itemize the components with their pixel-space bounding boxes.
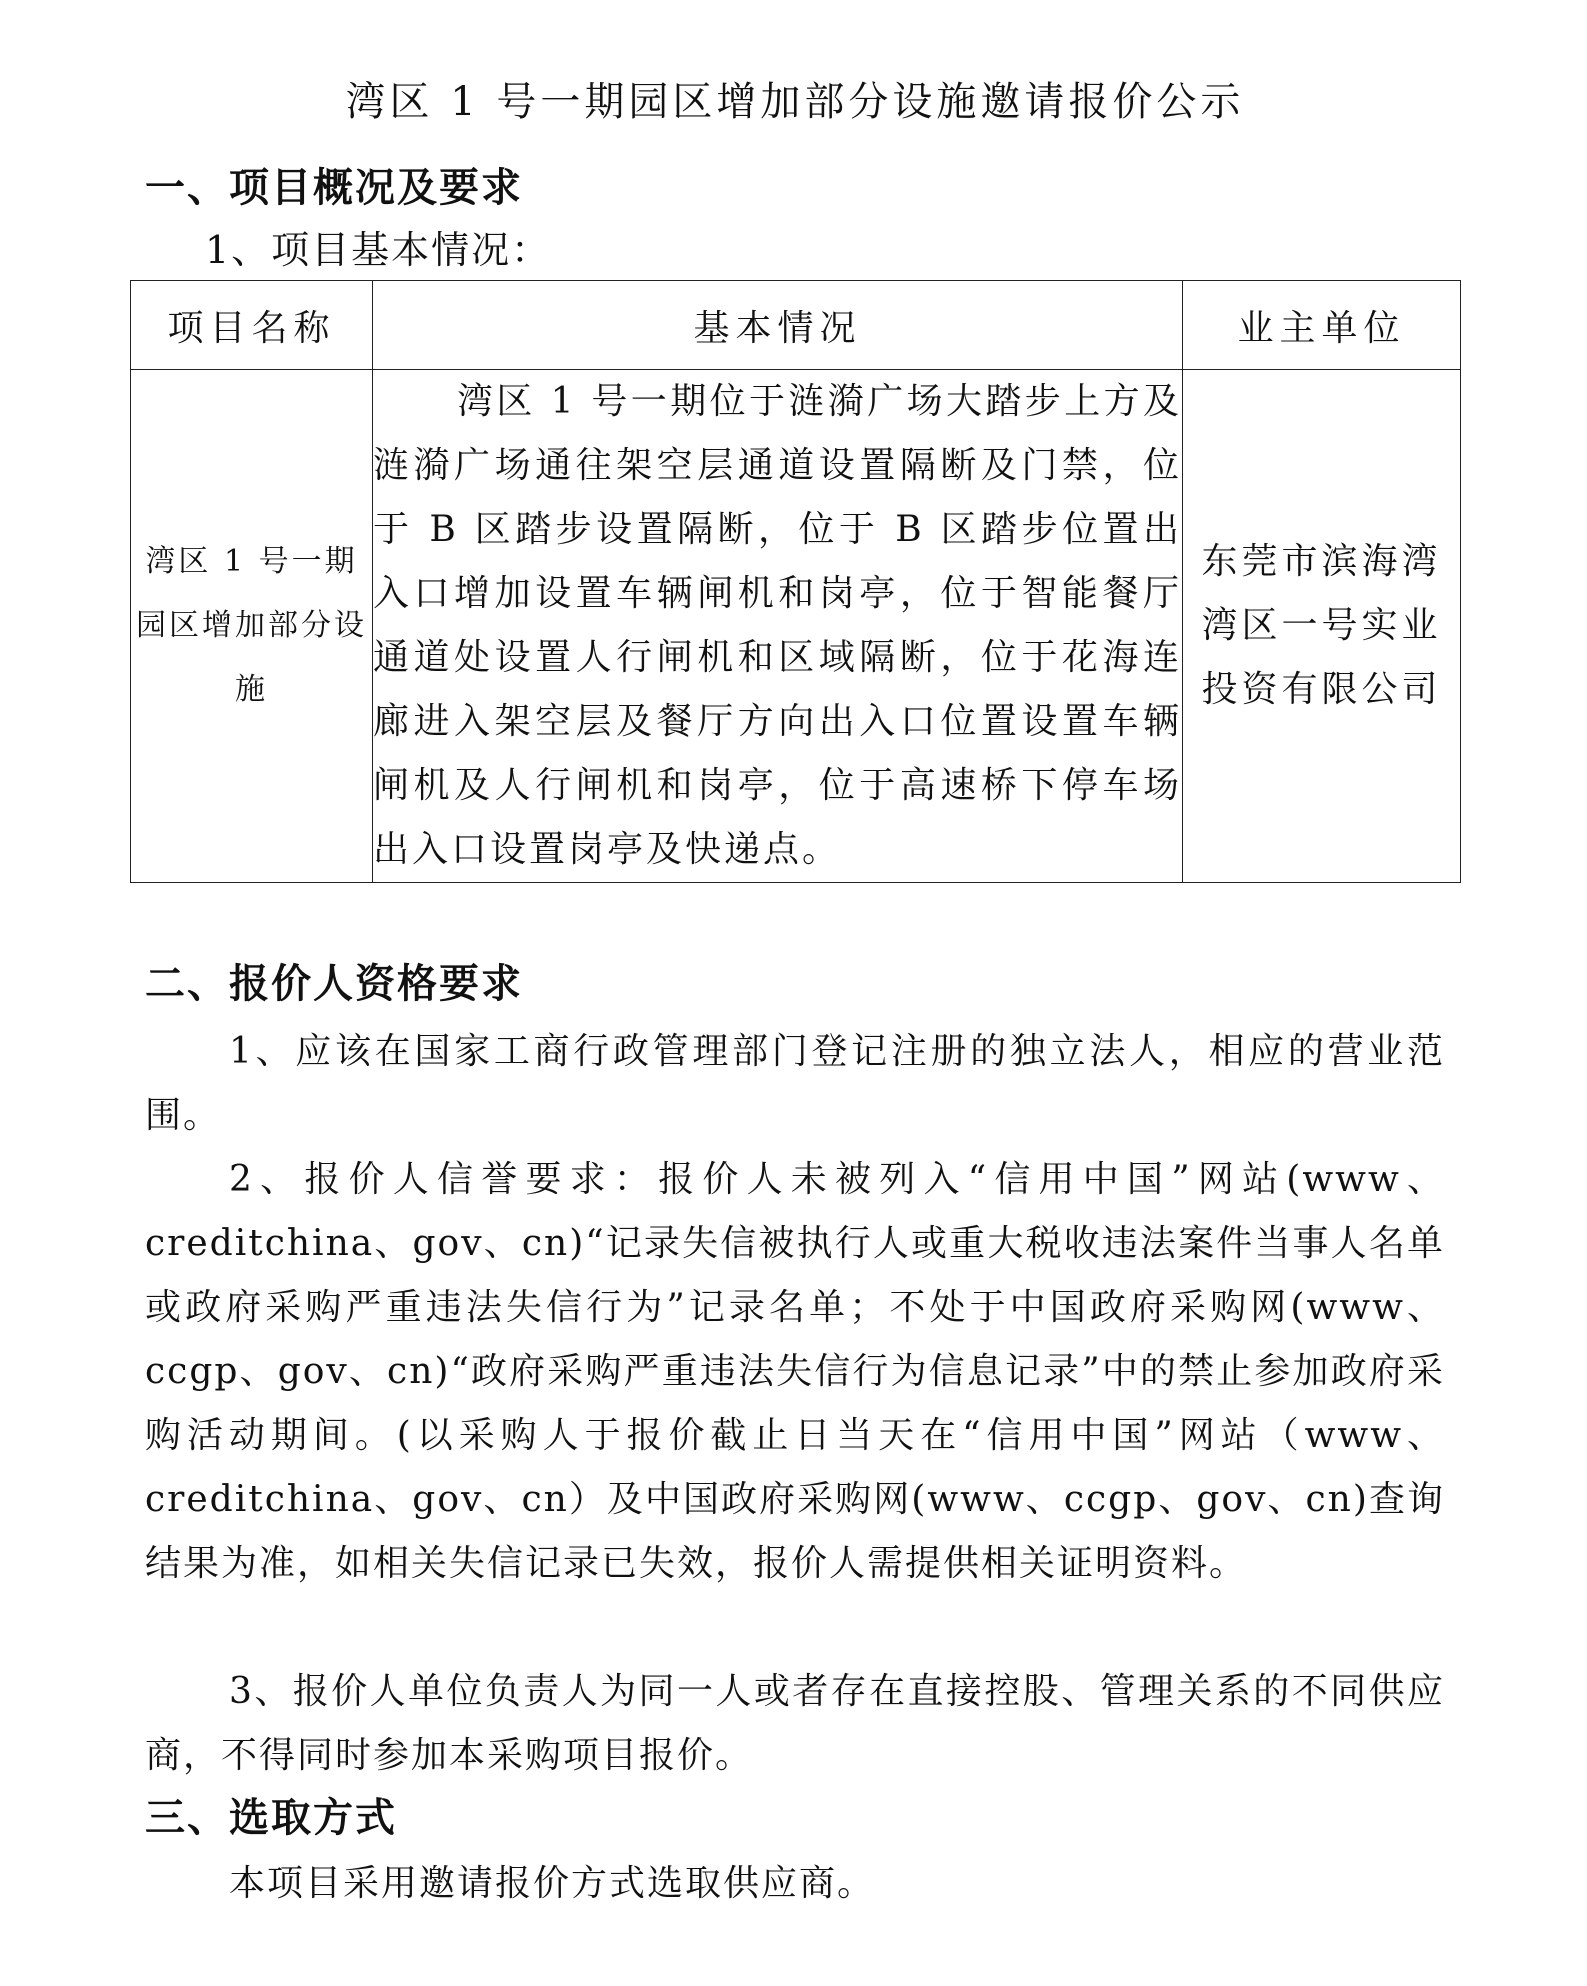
section2-para-2: 2、报价人信誉要求：报价人未被列入“信用中国”网站(www、creditchina、gov、cn)“记录失信被执行人或重大税收违法案件当事人名单或政府采购严重违法失信行为”记录名单；不处于中国政府采购网(www、ccgp、gov、cn)“政府采购严重违法失信行为信息记录”中的禁止参加政府采购活动期间。(以采购人于报价截止日当天在“信用中国”网站（www、creditchina、gov、cn）及中国政府采购网(www、ccgp、gov、cn)查询结果为准，如相关失信记录已失效，报价人需提供相关证明资料。 <box>145 1159 1445 1584</box>
section2-para-3: 3、报价人单位负责人为同一人或者存在直接控股、管理关系的不同供应商，不得同时参加本采购项目报价。 <box>145 1671 1445 1776</box>
header-project-name: 项目名称 <box>131 281 373 370</box>
section1-heading: 一、项目概况及要求 <box>145 164 523 211</box>
project-info-table <box>130 280 1461 883</box>
cell-owner-unit: 东莞市滨海湾湾区一号实业投资有限公司 <box>1183 370 1461 883</box>
section2-heading: 二、报价人资格要求 <box>145 960 523 1007</box>
document-title: 湾区 1 号一期园区增加部分设施邀请报价公示 <box>345 79 1245 125</box>
table-header-row <box>131 281 1461 370</box>
header-owner-unit: 业主单位 <box>1183 281 1461 370</box>
section1-subheading: 1、项目基本情况： <box>205 228 552 272</box>
section2-para-1: 1、应该在国家工商行政管理部门登记注册的独立法人，相应的营业范围。 <box>145 1031 1445 1136</box>
cell-basic-info: 湾区 1 号一期位于涟漪广场大踏步上方及涟漪广场通往架空层通道设置隔断及门禁，位于 B 区踏步设置隔断，位于 B 区踏步位置出入口增加设置车辆闸机和岗亭，位于智能餐厅通道处设置人行闸机和区域隔断，位于花海连廊进入架空层及餐厅方向出入口位置设置车辆闸机及人行闸机和岗亭，位于高速桥下停车场出入口设置岗亭及快递点。 <box>373 370 1183 883</box>
header-basic-info: 基本情况 <box>373 281 1183 370</box>
cell-project-name: 湾区 1 号一期园区增加部分设施 <box>131 370 373 883</box>
table-row <box>131 370 1461 883</box>
section3-heading: 三、选取方式 <box>145 1794 397 1841</box>
section3-para-1: 本项目采用邀请报价方式选取供应商。 <box>229 1863 876 1904</box>
